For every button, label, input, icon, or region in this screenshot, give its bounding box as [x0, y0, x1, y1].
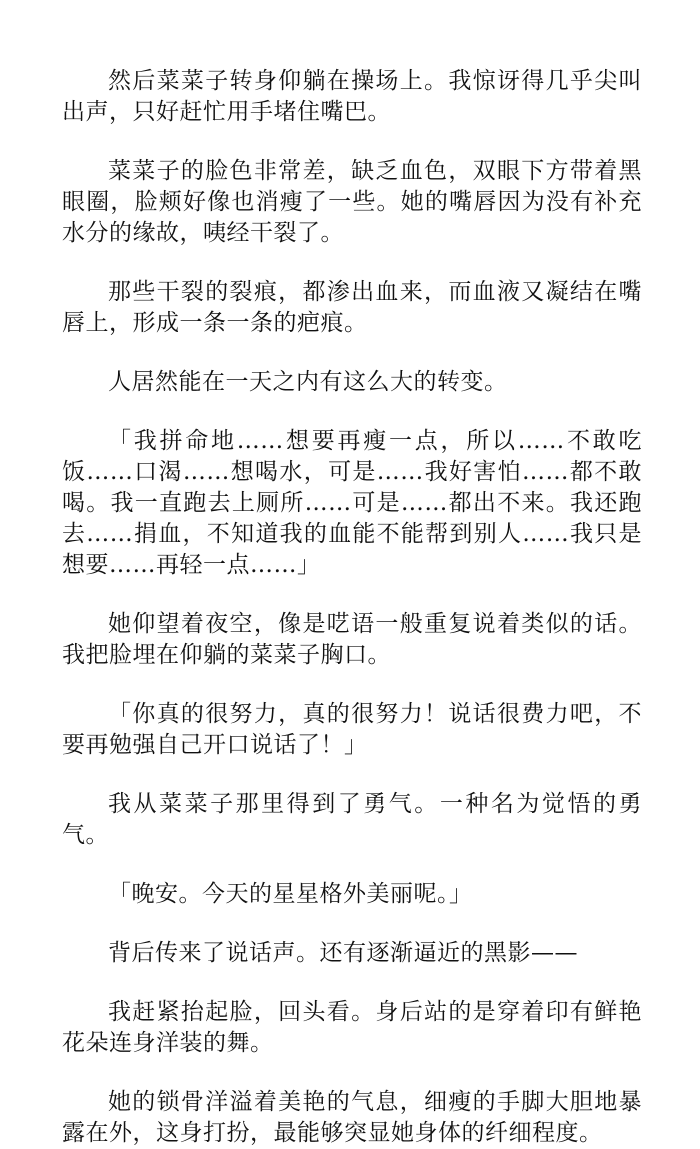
paragraph-2: 菜菜子的脸色非常差，缺乏血色，双眼下方带着黑眼圈，脸颊好像也消瘦了一些。她的嘴唇因为没有补充水分的缘故，咦经干裂了。: [62, 158, 642, 246]
paragraph-4: 人居然能在一天之内有这么大的转变。: [108, 369, 508, 395]
paragraph-3: 那些干裂的裂痕，都渗出血来，而血液又凝结在嘴唇上，形成一条一条的疤痕。: [62, 279, 642, 336]
paragraph-1: 然后菜菜子转身仰躺在操场上。我惊讶得几乎尖叫出声，只好赶忙用手堵住嘴巴。: [62, 68, 642, 125]
paragraph-5: 「我拼命地……想要再瘦一点，所以……不敢吃饭……口渴……想喝水，可是……我好害怕……都不敢喝。我一直跑去上厕所……可是……都出不来。我还跑去……捐血，不知道我的血能不能帮到别人……我只是想要……再轻一点……」: [62, 428, 642, 578]
document-page: [62, 66, 642, 1149]
paragraph-9: 「晚安。今天的星星格外美丽呢。」: [108, 881, 473, 907]
paragraph-6: 她仰望着夜空，像是呓语一般重复说着类似的话。我把脸埋在仰躺的菜菜子胸口。: [62, 611, 642, 668]
paragraph-11: 我赶紧抬起脸，回头看。身后站的是穿着印有鲜艳花朵连身洋装的舞。: [62, 999, 642, 1056]
paragraph-7: 「你真的很努力，真的很努力！说话很费力吧，不要再勉强自己开口说话了！」: [62, 701, 642, 758]
paragraph-10: 背后传来了说话声。还有逐渐逼近的黑影——: [108, 940, 578, 966]
paragraph-12: 她的锁骨洋溢着美艳的气息，细瘦的手脚大胆地暴露在外，这身打扮，最能够突显她身体的纤细程度。: [62, 1089, 642, 1146]
paragraph-8: 我从菜菜子那里得到了勇气。一种名为觉悟的勇气。: [62, 791, 642, 848]
